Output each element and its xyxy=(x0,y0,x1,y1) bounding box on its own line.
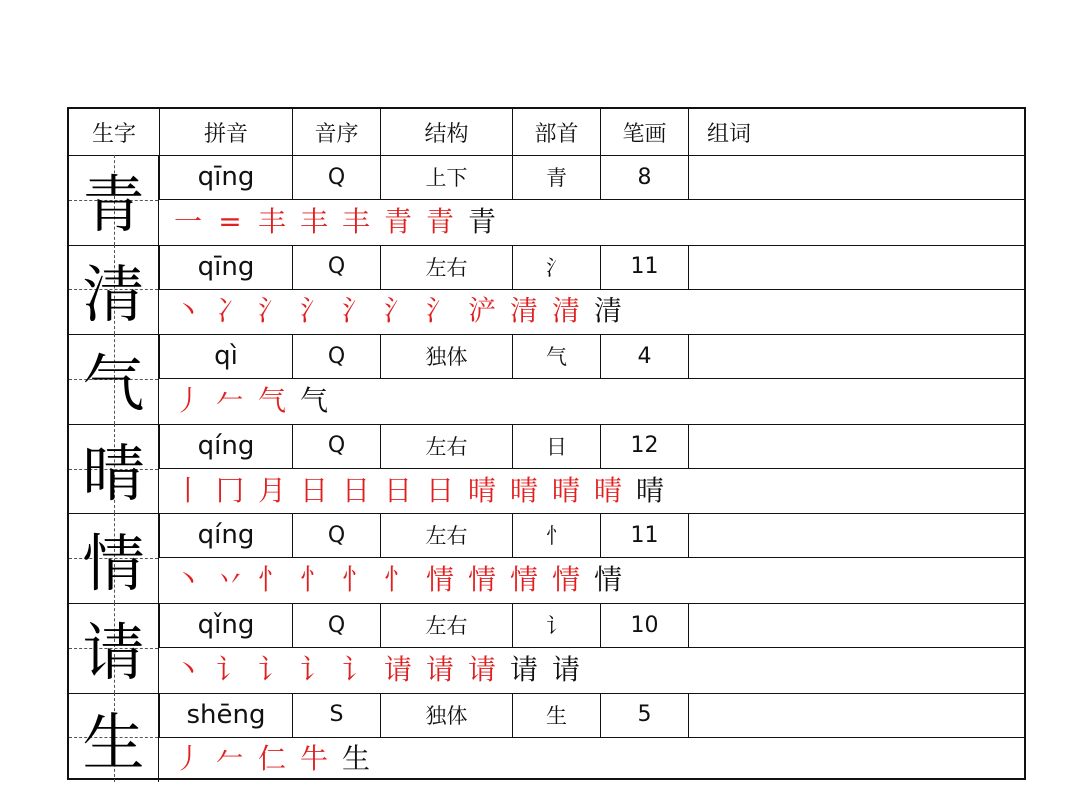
cell-pinyin: shēng xyxy=(159,693,292,737)
stroke-order-row xyxy=(69,378,1024,424)
cell-radical: 氵 xyxy=(512,245,600,289)
character-table xyxy=(67,107,1026,780)
cell-words[interactable] xyxy=(688,245,1024,289)
stroke-step: 讠 xyxy=(215,652,244,686)
stroke-step: = xyxy=(218,204,242,238)
cell-strokes: 11 xyxy=(600,513,688,557)
stroke-step: 丿 xyxy=(173,742,202,776)
cell-words[interactable] xyxy=(688,424,1024,468)
big-character: 气 xyxy=(82,347,145,421)
header-radical: 部首 xyxy=(512,109,600,155)
stroke-order-row xyxy=(69,289,1024,335)
info-row xyxy=(69,245,1024,289)
cell-structure: 上下 xyxy=(380,155,512,199)
cell-strokes: 12 xyxy=(600,424,688,468)
stroke-step: 气 xyxy=(299,383,328,417)
stroke-step: 一 xyxy=(173,204,202,238)
cell-structure: 左右 xyxy=(380,245,512,289)
stroke-step: 请 xyxy=(509,652,538,686)
cell-strokes: 10 xyxy=(600,603,688,647)
stroke-step: 氵 xyxy=(299,294,328,328)
stroke-step: 丷 xyxy=(215,563,244,597)
stroke-step: 丶 xyxy=(173,652,202,686)
cell-structure: 左右 xyxy=(380,603,512,647)
stroke-step: 讠 xyxy=(341,652,370,686)
cell-words[interactable] xyxy=(688,334,1024,378)
cell-words[interactable] xyxy=(688,693,1024,737)
cell-order: Q xyxy=(292,245,380,289)
stroke-order-row xyxy=(69,557,1024,603)
stroke-step: 忄 xyxy=(341,563,370,597)
stroke-step: 丶 xyxy=(173,294,202,328)
cell-order: Q xyxy=(292,513,380,557)
big-character: 生 xyxy=(82,705,145,779)
cell-radical: 日 xyxy=(512,424,600,468)
stroke-step: 浐 xyxy=(467,294,496,328)
cell-strokes: 4 xyxy=(600,334,688,378)
cell-strokes: 5 xyxy=(600,693,688,737)
stroke-step: 青 xyxy=(383,204,412,238)
cell-radical: 生 xyxy=(512,693,600,737)
stroke-step: 请 xyxy=(425,652,454,686)
stroke-sequence xyxy=(159,647,1024,693)
stroke-step: 情 xyxy=(467,563,496,597)
stroke-step: 忄 xyxy=(299,563,328,597)
stroke-step: 𠂉 xyxy=(215,383,244,417)
stroke-step: 清 xyxy=(509,294,538,328)
cell-pinyin: qīng xyxy=(159,245,292,289)
stroke-step: 日 xyxy=(341,473,370,507)
stroke-order-row xyxy=(69,647,1024,693)
cell-structure: 独体 xyxy=(380,334,512,378)
stroke-step: 晴 xyxy=(593,473,622,507)
stroke-step: 牛 xyxy=(299,742,328,776)
stroke-order-row xyxy=(69,199,1024,245)
stroke-step: 忄 xyxy=(383,563,412,597)
stroke-step: 冂 xyxy=(215,473,244,507)
stroke-step: 请 xyxy=(383,652,412,686)
stroke-step: 情 xyxy=(593,563,622,597)
stroke-step: 情 xyxy=(551,563,580,597)
stroke-step: 晴 xyxy=(551,473,580,507)
header-order: 音序 xyxy=(292,109,380,155)
stroke-sequence xyxy=(159,289,1024,335)
stroke-sequence xyxy=(159,199,1024,245)
stroke-step: 清 xyxy=(593,294,622,328)
cell-pinyin: qì xyxy=(159,334,292,378)
cell-pinyin: qǐng xyxy=(159,603,292,647)
stroke-step: 请 xyxy=(551,652,580,686)
info-row xyxy=(69,693,1024,737)
stroke-step: 请 xyxy=(467,652,496,686)
cell-pinyin: qíng xyxy=(159,424,292,468)
cell-order: Q xyxy=(292,424,380,468)
stroke-step: 情 xyxy=(509,563,538,597)
cell-structure: 左右 xyxy=(380,424,512,468)
cell-strokes: 11 xyxy=(600,245,688,289)
stroke-step: 𠂉 xyxy=(215,742,244,776)
stroke-step: 仁 xyxy=(257,742,286,776)
info-row xyxy=(69,424,1024,468)
info-row xyxy=(69,603,1024,647)
table-header xyxy=(69,109,1024,155)
cell-words[interactable] xyxy=(688,155,1024,199)
cell-words[interactable] xyxy=(688,603,1024,647)
stroke-sequence xyxy=(159,737,1024,783)
stroke-step: 氵 xyxy=(383,294,412,328)
cell-strokes: 8 xyxy=(600,155,688,199)
info-row xyxy=(69,513,1024,557)
cell-words[interactable] xyxy=(688,513,1024,557)
header-structure: 结构 xyxy=(380,109,512,155)
stroke-step: 丿 xyxy=(173,383,202,417)
stroke-step: 丰 xyxy=(341,204,370,238)
stroke-sequence xyxy=(159,378,1024,424)
stroke-sequence xyxy=(159,557,1024,603)
stroke-step: 青 xyxy=(425,204,454,238)
cell-order: S xyxy=(292,693,380,737)
stroke-step: 丰 xyxy=(299,204,328,238)
cell-radical: 气 xyxy=(512,334,600,378)
stroke-step: 晴 xyxy=(467,473,496,507)
cell-order: Q xyxy=(292,155,380,199)
cell-structure: 独体 xyxy=(380,693,512,737)
big-character: 青 xyxy=(82,168,145,242)
stroke-step: 冫 xyxy=(215,294,244,328)
stroke-step: 晴 xyxy=(635,473,664,507)
stroke-step: 忄 xyxy=(257,563,286,597)
cell-radical: 忄 xyxy=(512,513,600,557)
cell-pinyin: qīng xyxy=(159,155,292,199)
stroke-step: 青 xyxy=(467,204,496,238)
stroke-step: 讠 xyxy=(257,652,286,686)
stroke-sequence xyxy=(159,468,1024,514)
header-pinyin: 拼音 xyxy=(159,109,292,155)
stroke-order-row xyxy=(69,468,1024,514)
header-char: 生字 xyxy=(91,121,136,147)
stroke-step: 情 xyxy=(425,563,454,597)
header-strokes: 笔画 xyxy=(600,109,688,155)
stroke-step: 丰 xyxy=(257,204,286,238)
stroke-step: 气 xyxy=(257,383,286,417)
cell-order: Q xyxy=(292,603,380,647)
cell-pinyin: qíng xyxy=(159,513,292,557)
cell-structure: 左右 xyxy=(380,513,512,557)
cell-radical: 讠 xyxy=(512,603,600,647)
stroke-step: 日 xyxy=(425,473,454,507)
stroke-step: 日 xyxy=(299,473,328,507)
info-row xyxy=(69,155,1024,199)
big-character: 清 xyxy=(82,257,145,331)
stroke-step: 清 xyxy=(551,294,580,328)
stroke-step: 丨 xyxy=(173,473,202,507)
stroke-step: 氵 xyxy=(257,294,286,328)
stroke-step: 氵 xyxy=(425,294,454,328)
stroke-step: 氵 xyxy=(341,294,370,328)
cell-order: Q xyxy=(292,334,380,378)
info-row xyxy=(69,334,1024,378)
big-character: 请 xyxy=(82,616,145,690)
stroke-step: 月 xyxy=(257,473,286,507)
stroke-step: 生 xyxy=(341,742,370,776)
stroke-step: 日 xyxy=(383,473,412,507)
stroke-order-row xyxy=(69,737,1024,783)
stroke-step: 晴 xyxy=(509,473,538,507)
big-character: 情 xyxy=(82,526,145,600)
stroke-step: 丶 xyxy=(173,563,202,597)
big-character: 晴 xyxy=(82,437,145,511)
stroke-step: 讠 xyxy=(299,652,328,686)
header-words: 组词 xyxy=(688,109,1024,155)
cell-radical: 青 xyxy=(512,155,600,199)
